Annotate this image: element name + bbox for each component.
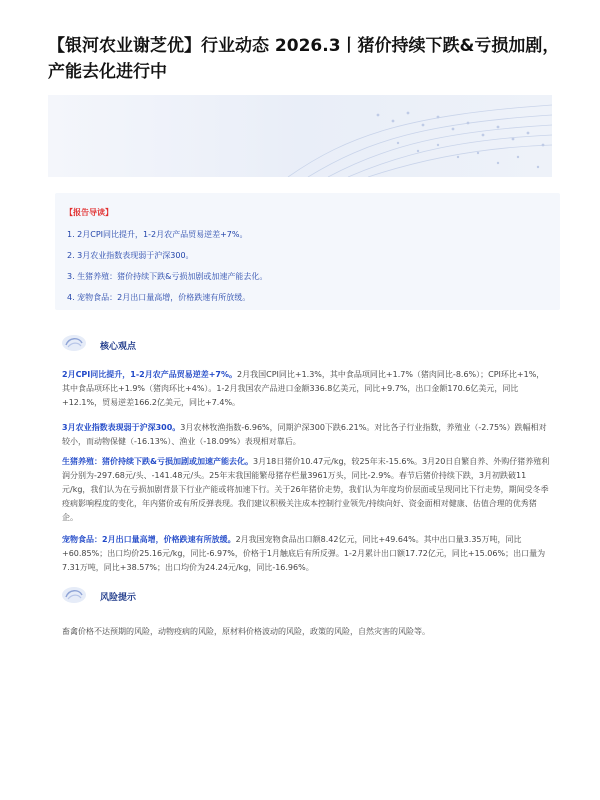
summary-item: 3. 生猪养殖：猪价持续下跌&亏损加剧或加速产能去化。 [67, 272, 268, 281]
paragraph-body: 2月我国宠物食品出口额8.42亿元，同比+49.64%。其中出口量3.35万吨，同比+60.85%；出口均价25.16元/kg，同比-6.97%，价格于1月触底后有所反弹。1-2月累计出口额17.72亿元，同比+15.06%；出口量为7.31万吨，同比+38.57%；出口均价为24.24元/kg，同比-16.96%。 [62, 535, 546, 572]
paragraph-body: 3月农林牧渔指数-6.96%，同期沪深300下跌6.21%。对比各子行业指数，养殖业（-2.75%）跌幅相对较小，而动物保健（-16.13%）、渔业（-18.09%）表现相对靠后。 [62, 423, 547, 446]
paragraph-lead: 3月农业指数表现弱于沪深300。 [62, 423, 181, 432]
core-viewpoints-title: 核心观点 [100, 342, 137, 352]
summary-item: 1. 2月CPI同比提升，1-2月农产品贸易逆差+7%。 [67, 230, 248, 239]
header-banner [48, 95, 552, 177]
summary-item: 4. 宠物食品：2月出口量高增，价格跌速有所放缓。 [67, 293, 251, 302]
paragraph-body: 3月18日猪价10.47元/kg，较25年末-15.6%。3月20日自繁自养、外购仔猪养殖利润分别为-297.68元/头、-141.48元/头。25年末我国能繁母猪存栏量3961万头，同比-2.9%。春节后猪价持续下跌，3月初跌破11元/kg，我们认为在亏损加剧背景下行业产能或将加速下行。关于26年猪价走势，我们认为年度均价层面或呈现同比下行走势，期间受冬季疫病影响程度的变化，年内猪价或有所反弹表现。我们建议积极关注成本控制行业领先/持续向好、资金面相对健康、估值合理的优秀猪企。 [62, 457, 550, 522]
paragraph-pet-food [62, 533, 550, 575]
report-summary-box [55, 193, 560, 310]
risk-warning-title: 风险提示 [100, 593, 137, 603]
paragraph-cpi [62, 368, 550, 410]
summary-item: 2. 3月农业指数表现弱于沪深300。 [67, 251, 194, 260]
paragraph-body: 2月我国CPI同比+1.3%，其中食品项同比+1.7%（猪肉同比-8.6%）；CPI环比+1%，其中食品项环比+1.9%（猪肉环比+4%）。1-2月我国农产品进口金额336.8亿美元，同比+9.7%，出口金额170.6亿美元，同比+12.1%，贸易逆差166.2亿美元，同比+7.4%。 [62, 370, 545, 407]
risk-paragraph: 畜禽价格不达预期的风险，动物疫病的风险，原材料价格波动的风险，政策的风险，自然灾害的风险等。 [62, 627, 430, 636]
page-title: 【银河农业谢芝优】行业动态 2026.3丨猪价持续下跌&亏损加剧，产能去化进行中 [48, 36, 560, 82]
summary-heading: 【报告导读】 [65, 208, 113, 217]
paragraph-lead: 生猪养殖：猪价持续下跌&亏损加剧或加速产能去化。 [62, 457, 253, 466]
paragraph-hog [62, 455, 550, 525]
paragraph-index [62, 421, 550, 449]
section-swirl-icon [60, 585, 88, 605]
banner-wave-graphic [48, 95, 552, 177]
paragraph-lead: 2月CPI同比提升，1-2月农产品贸易逆差+7%。 [62, 370, 238, 379]
paragraph-lead: 宠物食品：2月出口量高增，价格跌速有所放缓。 [62, 535, 236, 544]
section-swirl-icon [60, 333, 88, 353]
